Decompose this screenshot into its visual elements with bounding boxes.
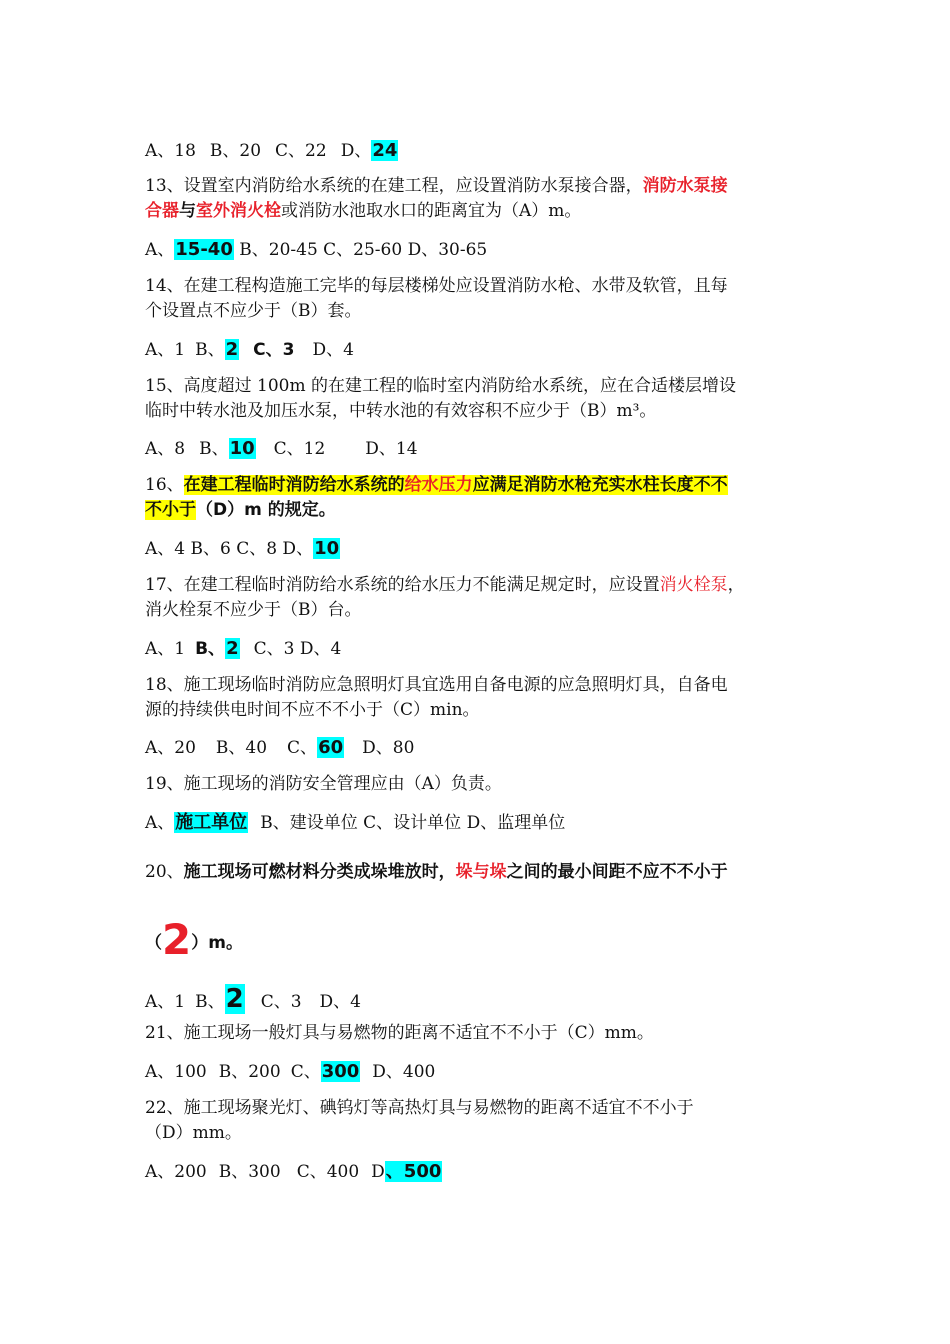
q14-options: A、1 B、2 C、3 D、4 xyxy=(145,339,354,360)
answer-highlight: 2 xyxy=(225,339,239,360)
red-emphasis: 给水压力 xyxy=(404,475,473,495)
q21-options: A、100 B、200 C、300 D、400 xyxy=(145,1061,436,1082)
q16-options: A、4 B、6 C、8 D、10 xyxy=(145,538,340,559)
q14-line-2: 个设置点不应少于（B）套。 xyxy=(145,301,362,321)
q15-options: A、8 B、10 C、12 D、14 xyxy=(145,438,418,459)
q20-options: A、1 B、2 C、3 D、4 xyxy=(145,984,361,1014)
red-emphasis: 消防水泵接 xyxy=(642,176,728,196)
q15-line-2: 临时中转水池及加压水泵，中转水池的有效容积不应少于（B）m³。 xyxy=(145,401,657,421)
q18-line-2: 源的持续供电时间不应不不小于（C）min。 xyxy=(145,700,480,720)
q17-options: A、1 B、2 C、3 D、4 xyxy=(145,638,342,659)
yellow-highlight: 不小于 xyxy=(145,500,196,520)
option-a: A、18 xyxy=(145,141,196,161)
q16-line-2: 不小于（D）m 的规定。 xyxy=(145,500,336,520)
yellow-highlight: 在建工程临时消防给水系统的 xyxy=(183,475,405,495)
red-emphasis: 室外消火栓 xyxy=(196,201,281,221)
q17-line-2: 消火栓泵不应少于（B）台。 xyxy=(145,600,362,620)
q20-line-1: 20、施工现场可燃材料分类成垛堆放时，垛与垛之间的最小间距不应不不小于 xyxy=(145,862,728,882)
answer-highlight: 、500 xyxy=(385,1161,442,1182)
answer-highlight: 10 xyxy=(229,438,255,459)
answer-highlight: 2 xyxy=(225,984,244,1014)
red-emphasis: 合器 xyxy=(145,201,179,221)
answer-highlight: 2 xyxy=(226,638,239,659)
yellow-highlight: 应满足消防水枪充实水柱长度不不 xyxy=(472,475,728,495)
answer-highlight: 15-40 xyxy=(175,239,233,260)
q19-line-1: 19、施工现场的消防安全管理应由（A）负责。 xyxy=(145,774,502,794)
q22-line-1: 22、施工现场聚光灯、碘钨灯等高热灯具与易燃物的距离不适宜不不小于 xyxy=(145,1098,694,1118)
q22-options: A、200 B、300 C、400 D、500 xyxy=(145,1161,442,1182)
q13-line-2: 合器与室外消火栓或消防水池取水口的距离宜为（A）m。 xyxy=(145,201,582,221)
red-emphasis: 2 xyxy=(162,915,192,964)
answer-highlight: 10 xyxy=(314,538,340,559)
q18-line-1: 18、施工现场临时消防应急照明灯具宜选用自备电源的应急照明灯具，自备电 xyxy=(145,675,728,695)
q18-options: A、20 B、40 C、60 D、80 xyxy=(145,737,415,758)
q13-options: A、15-40 B、20-45 C、25-60 D、30-65 xyxy=(145,239,488,260)
q19-options: A、施工单位 B、建设单位 C、设计单位 D、监理单位 xyxy=(145,812,566,833)
q15-line-1: 15、高度超过 100m 的在建工程的临时室内消防给水系统，应在合适楼层增设 xyxy=(145,376,737,396)
answer-highlight: 60 xyxy=(318,737,344,758)
answer-highlight: 300 xyxy=(321,1061,360,1082)
option-d: D、 xyxy=(340,141,372,161)
red-emphasis: 垛与垛 xyxy=(455,862,507,882)
option-c: C、22 xyxy=(275,141,327,161)
answer-highlight: 施工单位 xyxy=(175,812,248,833)
answer-highlight: 24 xyxy=(372,140,398,161)
q22-line-2: （D）mm。 xyxy=(145,1123,242,1143)
q14-line-1: 14、在建工程构造施工完毕的每层楼梯处应设置消防水枪、水带及软管，且每 xyxy=(145,276,728,296)
option-b: B、20 xyxy=(209,141,262,161)
q13-line-1: 13、设置室内消防给水系统的在建工程，应设置消防水泵接合器，消防水泵接 xyxy=(145,176,728,196)
q20-line-2: （2）m。 xyxy=(145,915,243,964)
q17-line-1: 17、在建工程临时消防给水系统的给水压力不能满足规定时，应设置消火栓泵， xyxy=(145,575,745,595)
q16-line-1: 16、在建工程临时消防给水系统的给水压力应满足消防水枪充实水柱长度不不 xyxy=(145,475,728,495)
red-emphasis: 消火栓泵 xyxy=(659,575,728,595)
q12-options xyxy=(145,138,825,164)
q21-line-1: 21、施工现场一般灯具与易燃物的距离不适宜不不小于（C）mm。 xyxy=(145,1023,654,1043)
